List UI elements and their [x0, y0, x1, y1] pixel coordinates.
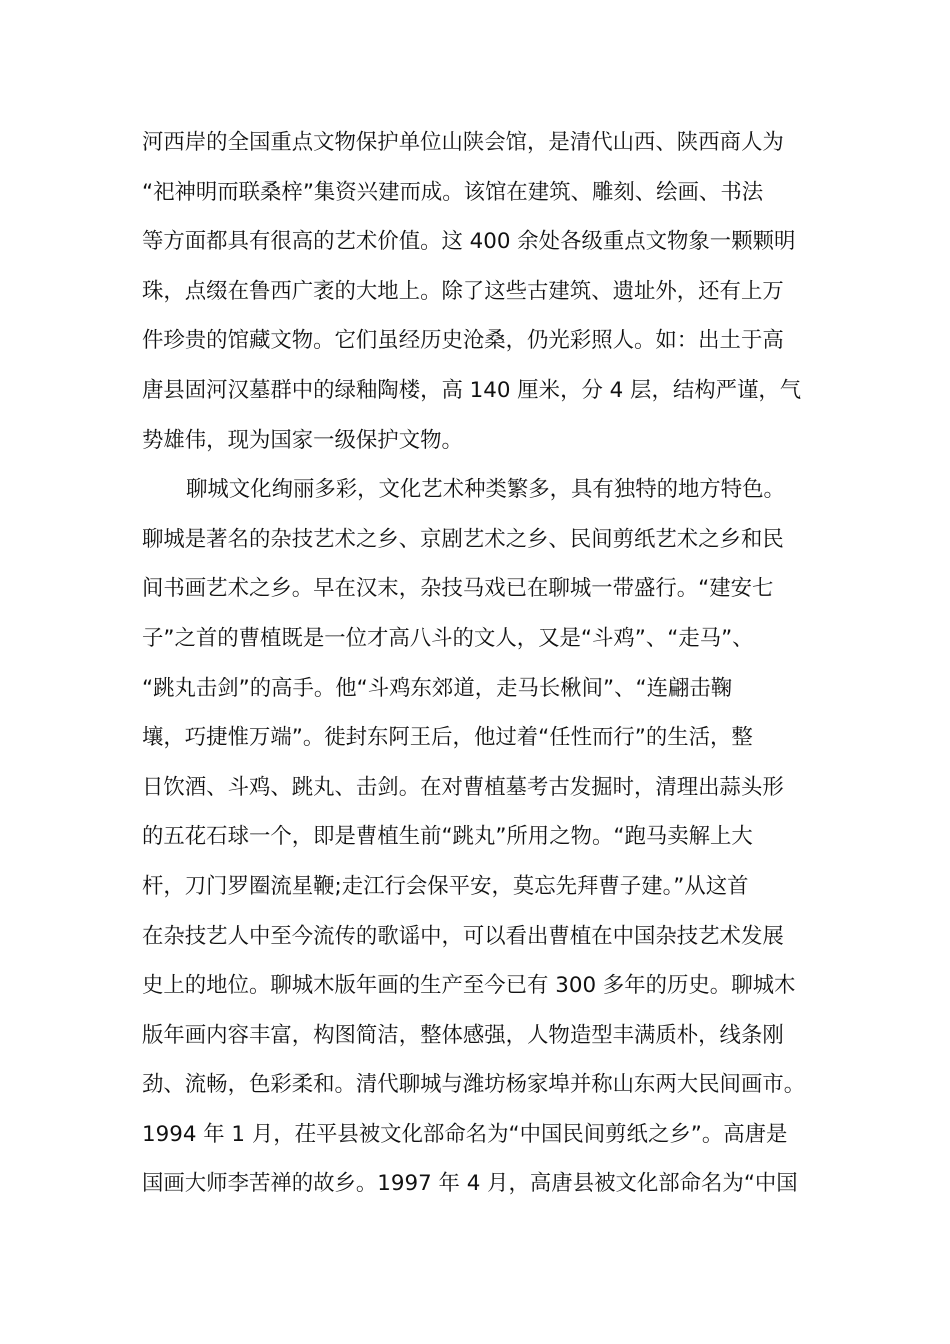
- text-line: “祀神明而联桑梓”集资兴建而成。该馆在建筑、雕刻、绘画、书法: [142, 179, 764, 205]
- text-line: “跳丸击剑”的高手。他“斗鸡东郊道，走马长楸间”、“连翩击鞠: [142, 675, 733, 701]
- text-line: 版年画内容丰富，构图简洁，整体感强，人物造型丰满质朴，线条刚: [142, 1022, 784, 1048]
- text-line: 日饮酒、斗鸡、跳丸、击剑。在对曹植墓考古发掘时，清理出蒜头形: [142, 774, 784, 800]
- paragraph-start-line: 聊城文化绚丽多彩，文化艺术种类繁多，具有独特的地方特色。: [186, 477, 785, 503]
- text-line: 1994 年 1 月，茌平县被文化部命名为“中国民间剪纸之乡”。高唐是: [142, 1121, 788, 1147]
- text-line: 杆，刀门罗圈流星鞭;走江行会保平安，莫忘先拜曹子建。”从这首: [142, 873, 749, 899]
- body-text: [142, 118, 832, 1209]
- text-line: 子”之首的曹植既是一位才高八斗的文人，又是“斗鸡”、“走马”、: [142, 625, 754, 651]
- text-line: 等方面都具有很高的艺术价值。这 400 余处各级重点文物象一颗颗明: [142, 229, 796, 255]
- text-line: 史上的地位。聊城木版年画的生产至今已有 300 多年的历史。聊城木: [142, 973, 796, 999]
- text-line: 劲、流畅，色彩柔和。清代聊城与潍坊杨家埠并称山东两大民间画市。: [142, 1072, 806, 1098]
- text-line: 间书画艺术之乡。早在汉末，杂技马戏已在聊城一带盛行。“建安七: [142, 576, 774, 602]
- text-line: 国画大师李苦禅的故乡。1997 年 4 月，高唐县被文化部命名为“中国: [142, 1171, 798, 1197]
- text-line: 河西岸的全国重点文物保护单位山陕会馆，是清代山西、陕西商人为: [142, 130, 784, 155]
- text-line: 件珍贵的馆藏文物。它们虽经历史沧桑，仍光彩照人。如：出土于高: [142, 328, 784, 354]
- text-line: 珠，点缀在鲁西广袤的大地上。除了这些古建筑、遗址外，还有上万: [142, 278, 784, 304]
- text-line: 唐县固河汉墓群中的绿釉陶楼，高 140 厘米，分 4 层，结构严谨，气: [142, 377, 802, 403]
- text-line: 的五花石球一个，即是曹植生前“跳丸”所用之物。“跑马卖解上大: [142, 824, 753, 850]
- text-line: 聊城是著名的杂技艺术之乡、京剧艺术之乡、民间剪纸艺术之乡和民: [142, 526, 784, 552]
- text-line: 壤，巧捷惟万端”。徙封东阿王后，他过着“任性而行”的生活，整: [142, 725, 753, 751]
- text-line: 在杂技艺人中至今流传的歌谣中，可以看出曹植在中国杂技艺术发展: [142, 923, 784, 949]
- text-line: 势雄伟，现为国家一级保护文物。: [142, 427, 463, 453]
